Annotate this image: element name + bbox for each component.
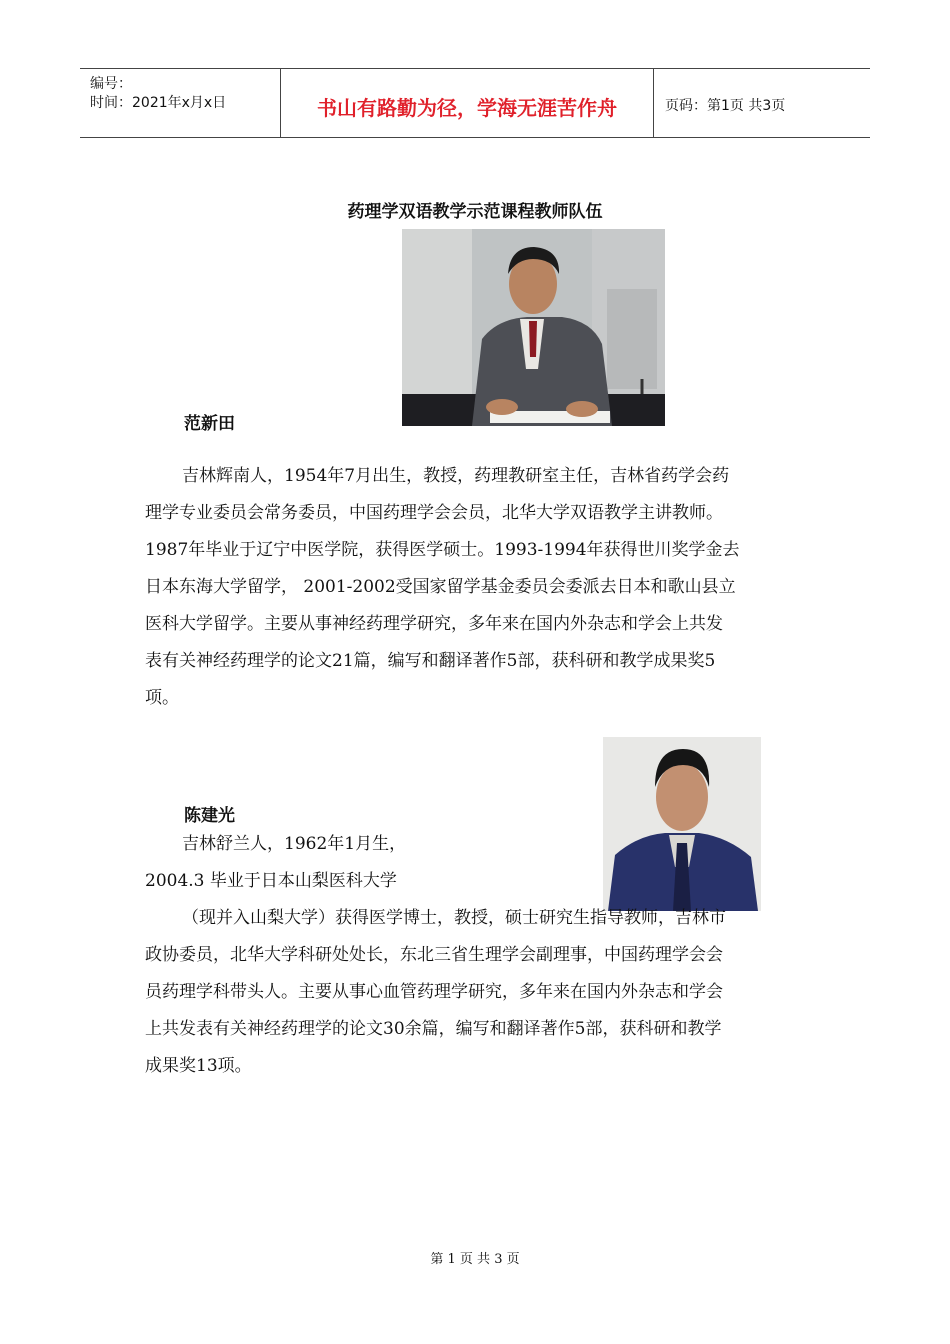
bio-line: 1987年毕业于辽宁中医学院，获得医学硕士。1993-1994年获得世川奖学金去 [145, 540, 740, 560]
time-label: 时间：2021年x月x日 [90, 95, 227, 111]
code-label: 编号： [90, 76, 132, 92]
page-header-table [80, 68, 870, 138]
header-motto-cell [281, 69, 654, 137]
bio-line: 吉林舒兰人，1962年1月生， [182, 834, 407, 854]
page-info: 页码：第1页 共3页 [665, 98, 786, 114]
bio-line: （现并入山梨大学）获得医学博士，教授，硕士研究生指导教师，吉林市 [182, 908, 726, 928]
teacher1-bio [145, 458, 810, 717]
bio-line: 政协委员，北华大学科研处处长，东北三省生理学会副理事，中国药理学会会 [145, 945, 723, 965]
teacher2-bio [145, 826, 810, 1085]
bio-line: 医科大学留学。主要从事神经药理学研究，多年来在国内外杂志和学会上共发 [145, 614, 723, 634]
bio-line: 日本东海大学留学， 2001-2002受国家留学基金委员会委派去日本和歌山县立 [145, 577, 736, 597]
bio-line: 2004.3 毕业于日本山梨医科大学 [145, 871, 397, 891]
bio-line: 成果奖13项。 [145, 1056, 252, 1076]
bio-line: 表有关神经药理学的论文21篇，编写和翻译著作5部，获科研和教学成果奖5 [145, 651, 716, 671]
bio-line: 员药理学科带头人。主要从事心血管药理学研究，多年来在国内外杂志和学会 [145, 982, 723, 1002]
teacher2-name: 陈建光 [184, 806, 235, 826]
page-footer: 第 1 页 共 3 页 [430, 1252, 520, 1267]
motto-text: 书山有路勤为径，学海无涯苦作舟 [317, 96, 617, 120]
header-info-cell [80, 69, 281, 137]
bio-line: 理学专业委员会常务委员，中国药理学会会员，北华大学双语教学主讲教师。 [145, 503, 723, 523]
document-title: 药理学双语教学示范课程教师队伍 [347, 202, 603, 222]
teacher1-name: 范新田 [184, 414, 235, 434]
header-page-cell [655, 69, 870, 137]
bio-line: 上共发表有关神经药理学的论文30余篇，编写和翻译著作5部，获科研和教学 [145, 1019, 722, 1039]
bio-line: 项。 [145, 688, 179, 708]
bio-line: 吉林辉南人，1954年7月出生，教授，药理教研室主任，吉林省药学会药 [182, 466, 730, 486]
teacher1-photo [402, 229, 665, 426]
